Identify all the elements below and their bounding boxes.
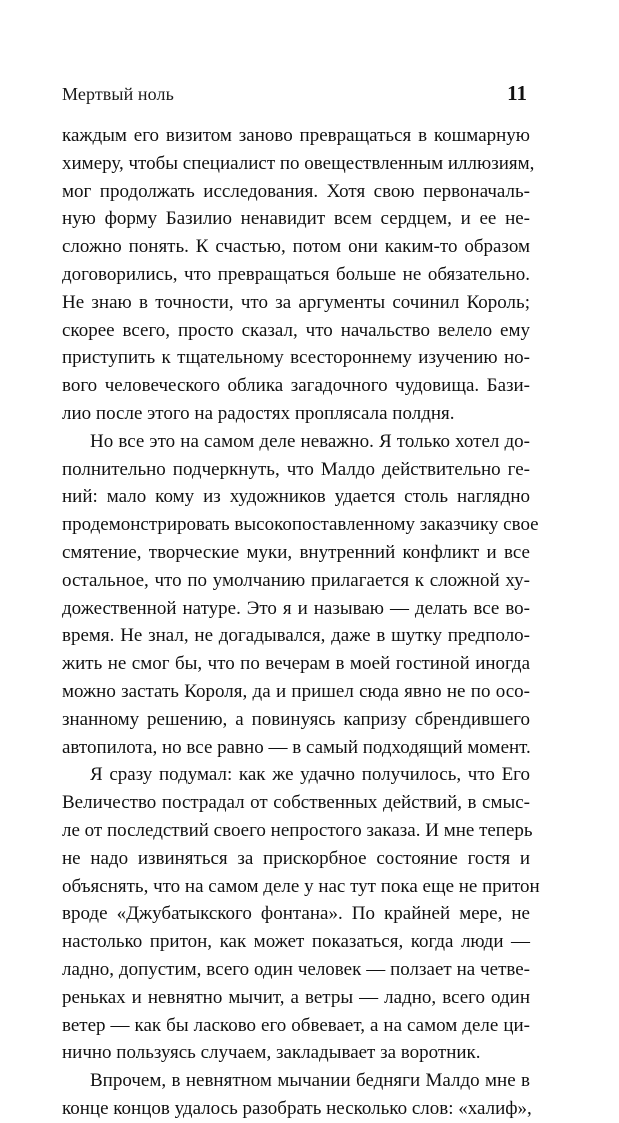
text-line: ветер — как бы ласково его обвевает, а на самом деле ци- (62, 1014, 530, 1036)
paragraph-last-line: автопилота, но все равно — в самый подходящий момент. (62, 736, 531, 758)
text-line: приступить к тщательному всестороннему изучению но- (62, 347, 530, 369)
text-line: Не знаю в точности, что за аргументы сочинил Король; (62, 291, 530, 313)
text-line: каждым его визитом заново превращаться в кошмарную (62, 125, 530, 146)
paragraph-first-line: Впрочем, в невнятном мычании бедняги Малдо мне в (90, 1070, 530, 1092)
text-line: жить не смог бы, что по вечерам в моей гостиной иногда (62, 653, 530, 675)
paragraph-last-line: нично пользуясь случаем, закладывает за воротник. (62, 1042, 481, 1064)
text-line: не надо извиняться за прискорбное состояние гостя и (62, 847, 530, 869)
text-line: знанному решению, а повинуясь капризу сбрендившего (62, 708, 530, 730)
text-line: договорились, что превращаться больше не обязательно. (62, 263, 530, 285)
paragraph-first-line: Но все это на самом деле неважно. Я только хотел до- (90, 430, 530, 452)
text-line: вроде «Джубатыкского фонтана». По крайней мере, не (62, 903, 530, 925)
body-text (62, 122, 540, 1123)
text-line: можно застать Короля, да и пришел сюда явно не по осо- (62, 680, 530, 702)
text-line: конце концов удалось разобрать несколько слов: «халиф», (62, 1097, 532, 1119)
text-line: настолько притон, как может показаться, когда люди — (62, 931, 530, 953)
text-line: объяснять, что на самом деле у нас тут пока еще не притон (62, 875, 540, 897)
text-line: мог продолжать исследования. Хотя свою первоначаль- (62, 180, 530, 202)
paragraph-first-line: Я сразу подумал: как же удачно получилось, что Его (90, 764, 530, 786)
text-line: ную форму Базилио ненавидит всем сердцем, и ее не- (62, 208, 530, 230)
paragraph-last-line: лио после этого на радостях проплясала полдня. (62, 402, 455, 424)
page-number: 11 (507, 81, 527, 105)
running-title: Мертвый ноль (62, 84, 174, 104)
text-line: реньках и невнятно мычит, а ветры — ладно, всего один (62, 986, 530, 1008)
text-line: смятение, творческие муки, внутренний конфликт и все (62, 541, 530, 563)
text-line: продемонстрировать высокопоставленному заказчику свое (62, 514, 539, 536)
text-line: ний: мало кому из художников удается столь наглядно (62, 486, 530, 508)
text-line: вого человеческого облика загадочного чудовища. Бази- (62, 375, 530, 397)
text-line: ладно, допустим, всего один человек — ползает на четве- (62, 958, 530, 980)
text-line: полнительно подчеркнуть, что Малдо действительно ге- (62, 458, 530, 480)
text-line: остальное, что по умолчанию прилагается к сложной ху- (62, 569, 530, 591)
text-line: Величество пострадал от собственных действий, в смыс- (62, 792, 530, 814)
text-line: сложно понять. К счастью, потом они каким-то образом (62, 236, 530, 258)
text-line: ле от последствий своего непростого заказа. И мне теперь (62, 819, 533, 841)
text-line: химеру, чтобы специалист по овеществленным иллюзиям, (62, 152, 535, 174)
text-line: время. Не знал, не догадывался, даже в шутку предполо- (62, 625, 530, 647)
text-line: дожественной натуре. Это я и называю — делать все во- (62, 597, 530, 619)
text-line: скорее всего, просто сказал, что начальство велело ему (62, 319, 530, 341)
